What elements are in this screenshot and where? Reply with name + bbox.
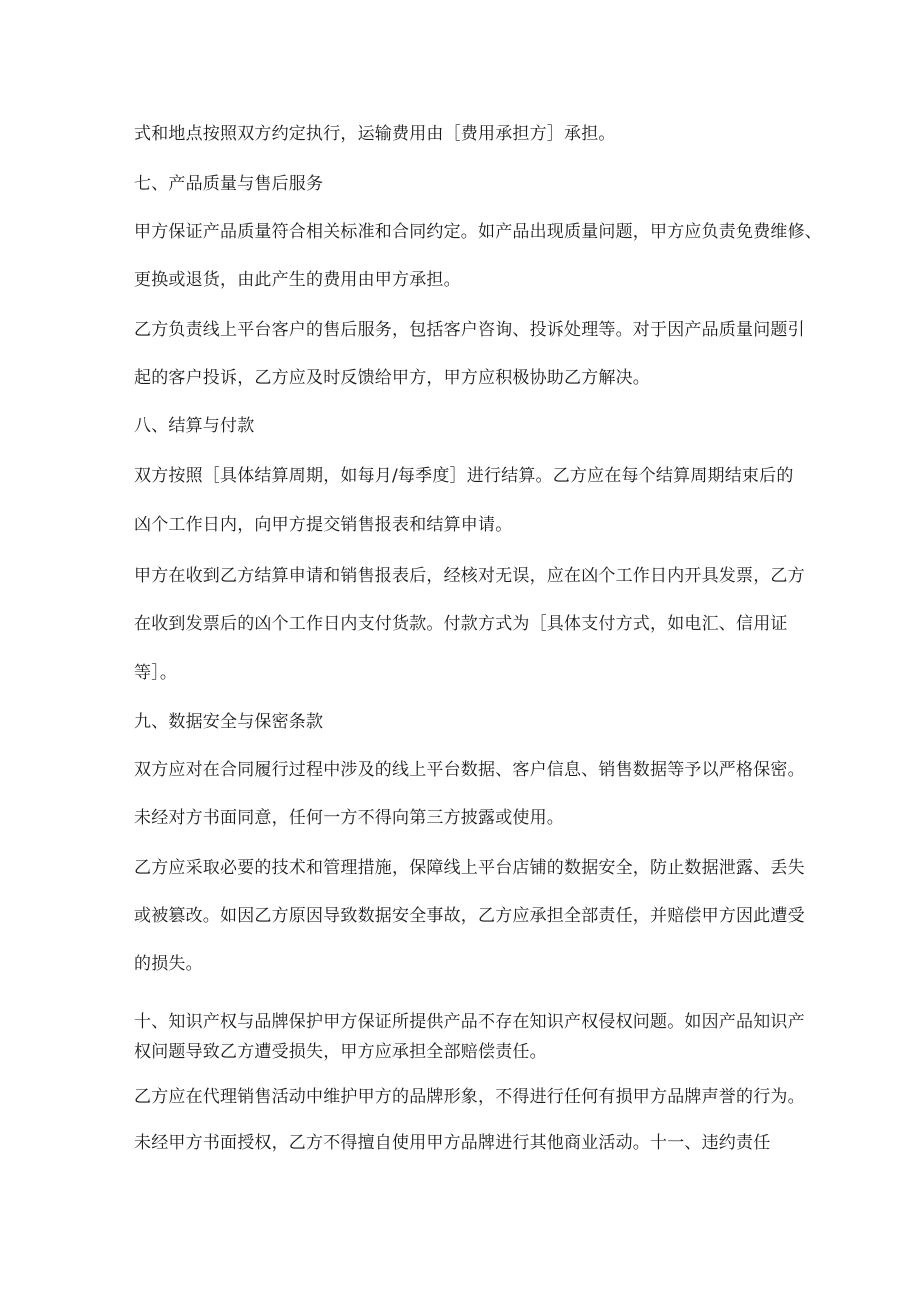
section-heading-7: 七、产品质量与售后服务	[134, 174, 324, 194]
paragraph-line: 甲方在收到乙方结算申请和销售报表后，经核对无误，应在凶个工作日内开具发票，乙方	[134, 566, 805, 586]
paragraph-line: 双方应对在合同履行过程中涉及的线上平台数据、客户信息、销售数据等予以严格保密。	[134, 760, 805, 780]
paragraph-line: 的损失。	[134, 954, 203, 974]
paragraph-line: 更换或退货，由此产生的费用由甲方承担。	[134, 270, 461, 290]
section-heading-10: 十、知识产权与品牌保护甲方保证所提供产品不存在知识产权侵权问题。如因产品知识产	[134, 1012, 805, 1032]
paragraph-line: 等］。	[134, 663, 178, 683]
paragraph-line: 或被篡改。如因乙方原因导致数据安全事故，乙方应承担全部责任，并赔偿甲方因此遭受	[134, 906, 805, 926]
paragraph-line: 乙方应在代理销售活动中维护甲方的品牌形象，不得进行任何有损甲方品牌声誉的行为。	[134, 1087, 805, 1107]
paragraph-line: 未经对方书面同意，任何一方不得向第三方披露或使用。	[134, 808, 564, 828]
paragraph-line: 乙方负责线上平台客户的售后服务，包括客户咨询、投诉处理等。对于因产品质量问题引	[134, 320, 805, 340]
paragraph-line: 式和地点按照双方约定执行，运输费用由［费用承担方］承担。	[134, 124, 616, 144]
section-heading-9: 九、数据安全与保密条款	[134, 712, 324, 732]
paragraph-line: 乙方应采取必要的技术和管理措施，保障线上平台店铺的数据安全，防止数据泄露、丢失	[134, 858, 805, 878]
paragraph-line: 起的客户投诉，乙方应及时反馈给甲方，甲方应积极协助乙方解决。	[134, 368, 650, 388]
paragraph-line: 甲方保证产品质量符合相关标准和合同约定。如产品出现质量问题，甲方应负责免费维修、	[134, 222, 822, 242]
section-heading-8: 八、结算与付款	[134, 416, 255, 436]
paragraph-line: 未经甲方书面授权，乙方不得擅自使用甲方品牌进行其他商业活动。十一、违约责任	[134, 1133, 771, 1153]
paragraph-line: 在收到发票后的凶个工作日内支付货款。付款方式为［具体支付方式，如电汇、信用证	[134, 614, 788, 634]
paragraph-line: 双方按照［具体结算周期，如每月/每季度］进行结算。乙方应在每个结算周期结束后的	[134, 466, 794, 486]
paragraph-line: 权问题导致乙方遭受损失，甲方应承担全部赔偿责任。	[134, 1042, 547, 1062]
paragraph-line: 凶个工作日内，向甲方提交销售报表和结算申请。	[134, 515, 513, 535]
